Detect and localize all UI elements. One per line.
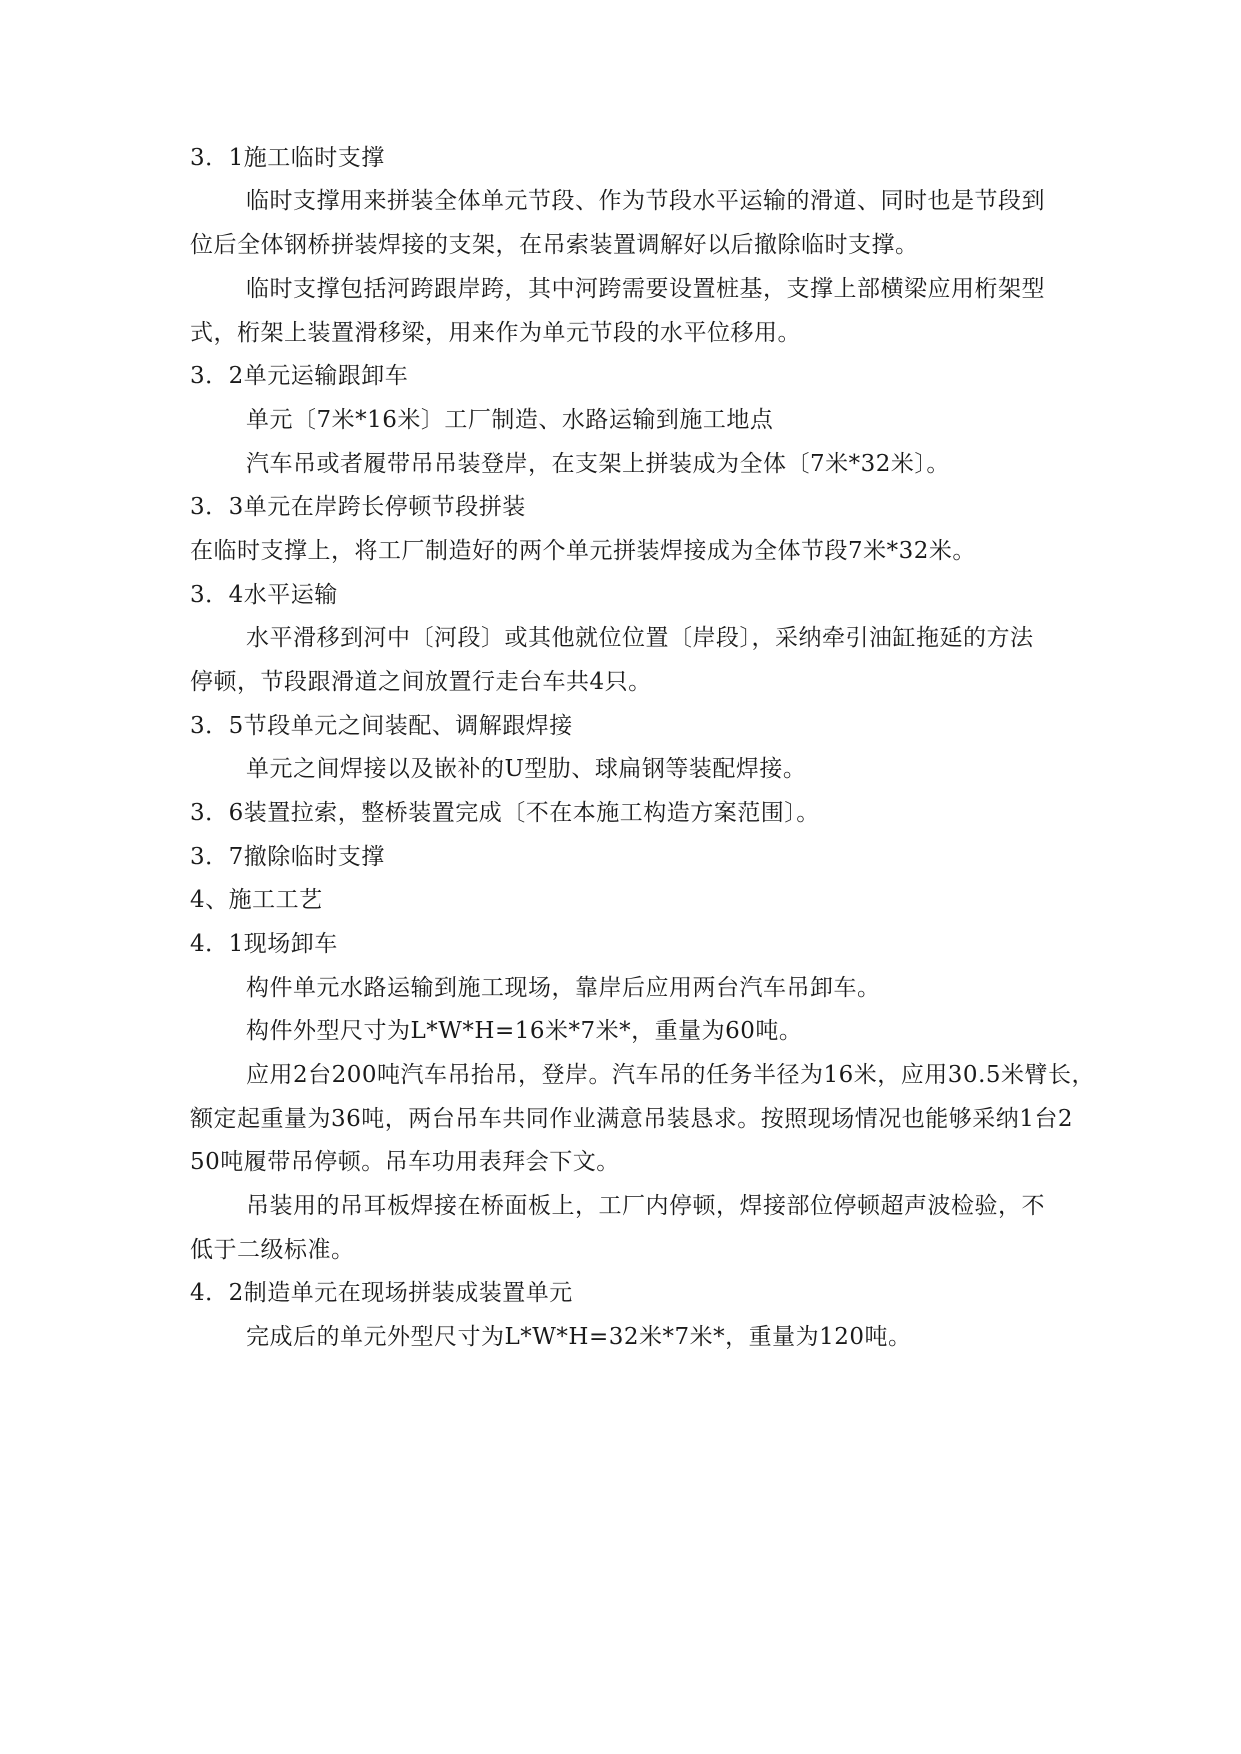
section-heading-3-3: 3．3单元在岸跨长停顿节段拼装 <box>190 494 526 520</box>
paragraph-line: 完成后的单元外型尺寸为L*W*H=32米*7米*，重量为120吨。 <box>246 1324 912 1350</box>
section-heading-4-2: 4．2制造单元在现场拼装成装置单元 <box>190 1280 573 1306</box>
section-heading-3-7: 3．7撤除临时支撑 <box>190 844 385 870</box>
paragraph-line: 式，桁架上装置滑移梁，用来作为单元节段的水平位移用。 <box>190 320 801 346</box>
paragraph-line: 位后全体钢桥拼装焊接的支架，在吊索装置调解好以后撤除临时支撑。 <box>190 232 919 258</box>
paragraph-line: 停顿，节段跟滑道之间放置行走台车共4只。 <box>190 669 652 695</box>
paragraph-line: 额定起重量为36吨，两台吊车共同作业满意吊装恳求。按照现场情况也能够采纳1台2 <box>190 1106 1074 1132</box>
paragraph-line: 汽车吊或者履带吊吊装登岸，在支架上拼装成为全体〔7米*32米〕。 <box>246 451 950 477</box>
section-heading-3-6: 3．6装置拉索，整桥装置完成〔不在本施工构造方案范围〕。 <box>190 800 820 826</box>
section-heading-3-1: 3．1施工临时支撑 <box>190 145 385 171</box>
paragraph-line: 吊装用的吊耳板焊接在桥面板上，工厂内停顿，焊接部位停顿超声波检验，不 <box>246 1193 1045 1219</box>
section-heading-3-4: 3．4水平运输 <box>190 582 338 608</box>
paragraph-line: 单元〔7米*16米〕工厂制造、水路运输到施工地点 <box>246 407 774 433</box>
paragraph-line: 临时支撑包括河跨跟岸跨，其中河跨需要设置桩基，支撑上部横梁应用桁架型 <box>246 276 1045 302</box>
paragraph-line: 单元之间焊接以及嵌补的U型肋、球扁钢等装配焊接。 <box>246 756 807 782</box>
paragraph-line: 应用2台200吨汽车吊抬吊，登岸。汽车吊的任务半径为16米，应用30.5米臂长， <box>246 1062 1096 1088</box>
section-heading-4: 4、施工工艺 <box>190 887 323 913</box>
section-heading-3-5: 3．5节段单元之间装配、调解跟焊接 <box>190 713 573 739</box>
section-heading-4-1: 4．1现场卸车 <box>190 931 338 957</box>
paragraph-line: 构件单元水路运输到施工现场，靠岸后应用两台汽车吊卸车。 <box>246 975 881 1001</box>
paragraph-line: 低于二级标准。 <box>190 1237 355 1263</box>
paragraph-line: 构件外型尺寸为L*W*H=16米*7米*，重量为60吨。 <box>246 1018 803 1044</box>
paragraph-line: 在临时支撑上，将工厂制造好的两个单元拼装焊接成为全体节段7米*32米。 <box>190 538 976 564</box>
paragraph-line: 50吨履带吊停顿。吊车功用表拜会下文。 <box>190 1149 620 1175</box>
paragraph-line: 水平滑移到河中〔河段〕或其他就位位置〔岸段〕，采纳牵引油缸拖延的方法 <box>246 625 1034 651</box>
paragraph-line: 临时支撑用来拼装全体单元节段、作为节段水平运输的滑道、同时也是节段到 <box>246 188 1045 214</box>
section-heading-3-2: 3．2单元运输跟卸车 <box>190 363 409 389</box>
